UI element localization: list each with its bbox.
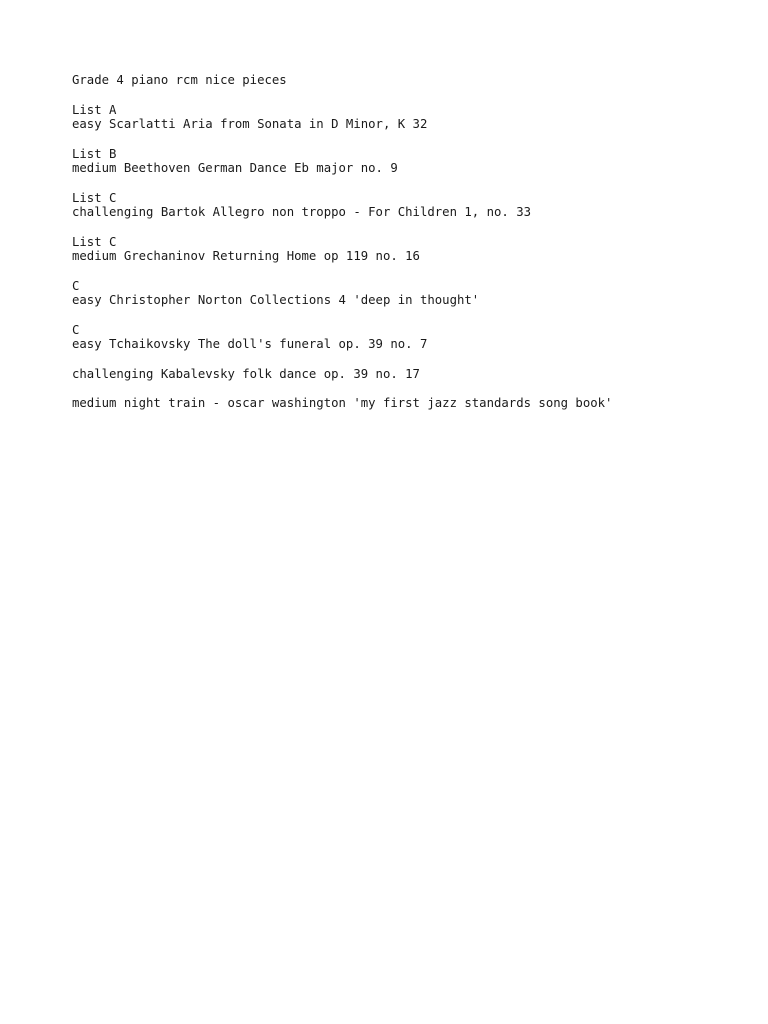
piece-text: easy Christopher Norton Collections 4 'deep in thought' [72, 293, 480, 307]
list-header: C [72, 322, 80, 337]
piece-entry [72, 103, 752, 132]
document-page [72, 73, 752, 426]
piece-entry [72, 279, 752, 308]
piece-entry [72, 191, 752, 220]
document-title: Grade 4 piano rcm nice pieces [72, 73, 287, 87]
piece-text: challenging Kabalevsky folk dance op. 39 no. 17 [72, 366, 420, 381]
piece-text: easy Tchaikovsky The doll's funeral op. 39 no. 7 [72, 337, 428, 351]
piece-text: challenging Bartok Allegro non troppo - For Children 1, no. 33 [72, 205, 532, 219]
piece-entry [72, 235, 752, 264]
list-header: List B [72, 146, 117, 161]
list-header: List A [72, 102, 117, 117]
piece-text: easy Scarlatti Aria from Sonata in D Minor, K 32 [72, 117, 428, 131]
piece-entry [72, 147, 752, 176]
piece-entry [72, 367, 752, 382]
list-header: List C [72, 190, 117, 205]
list-header: List C [72, 234, 117, 249]
piece-entry [72, 396, 752, 411]
piece-text: medium Grechaninov Returning Home op 119 no. 16 [72, 249, 420, 263]
piece-entry [72, 323, 752, 352]
piece-text: medium night train - oscar washington 'my first jazz standards song book' [72, 396, 613, 410]
list-header: C [72, 278, 80, 293]
piece-text: medium Beethoven German Dance Eb major no. 9 [72, 161, 398, 175]
